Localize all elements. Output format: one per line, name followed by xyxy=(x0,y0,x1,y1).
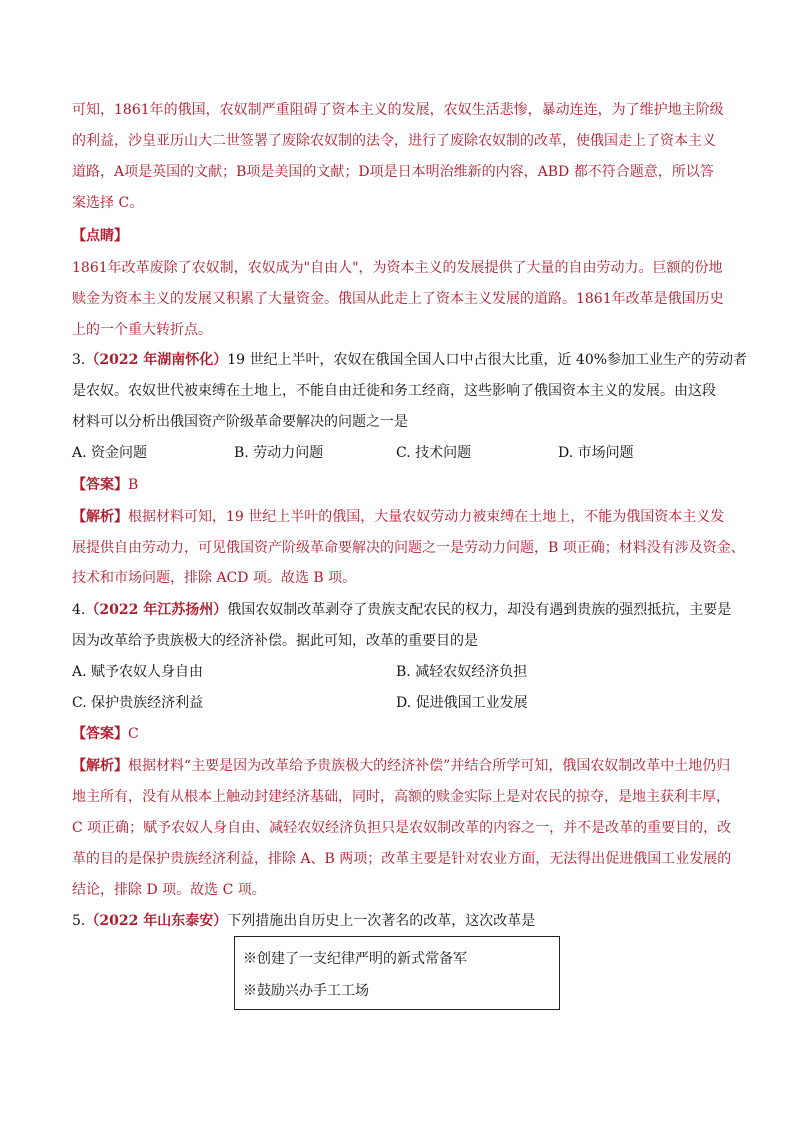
analysis-line: 结论，排除 D 项。故选 C 项。 xyxy=(72,882,266,898)
option-a: A. 赋予农奴人身自由 xyxy=(72,664,204,680)
explanation-line: 案选择 C。 xyxy=(72,195,144,211)
analysis-text: 根据材料可知，19 世纪上半叶的俄国，大量农奴劳动力被束缚在土地上，不能为俄国资本主义发 xyxy=(128,509,725,525)
explanation-line: 的利益，沙皇亚历山大二世签署了废除农奴制的法令，进行了废除农奴制的改革，使俄国走上了资本主义 xyxy=(72,133,716,149)
answer-label: 【答案】 xyxy=(72,477,128,493)
option-a: A. 资金问题 xyxy=(72,445,148,461)
analysis-line xyxy=(72,756,730,776)
question-3-line xyxy=(72,350,747,370)
answer-line xyxy=(72,724,139,744)
explanation-line: 道路，A项是英国的文献；B项是美国的文献；D项是日本明治维新的内容，ABD 都不符合题意，所以答 xyxy=(72,164,714,180)
option-b: B. 减轻农奴经济负担 xyxy=(396,664,528,680)
material-item: ※鼓励兴办手工工场 xyxy=(243,983,369,999)
analysis-line: 地主所有，没有从根本上触动封建经济基础，同时，高额的赎金实际上是对农民的掠夺，是地主获利丰厚， xyxy=(72,789,730,805)
answer-label: 【答案】 xyxy=(72,726,128,742)
question-source: （2022 年湖南怀化） xyxy=(85,352,228,368)
question-3-line: 是农奴。农奴世代被束缚在土地上，不能自由迁徙和务工经商，这些影响了俄国资本主义的发展。由这段 xyxy=(72,383,716,399)
explanation-line: 可知，1861年的俄国，农奴制严重阻碍了资本主义的发展，农奴生活悲惨，暴动连连，为了维护地主阶级 xyxy=(72,102,724,118)
material-box xyxy=(234,936,560,1010)
analysis-line: 技术和市场问题，排除 ACD 项。故选 B 项。 xyxy=(72,570,357,586)
option-c: C. 保护贵族经济利益 xyxy=(72,695,204,711)
question-3-line: 材料可以分析出俄国资产阶级革命要解决的问题之一是 xyxy=(72,414,408,430)
analysis-line: 展提供自由劳动力，可见俄国资产阶级革命要解决的问题之一是劳动力问题，B 项正确；材料没有涉及资金、 xyxy=(72,540,745,556)
question-number: 4. xyxy=(72,602,86,618)
question-text: 19 世纪上半叶，农奴在俄国全国人口中占很大比重，近 40%参加工业生产的劳动者 xyxy=(227,352,748,368)
option-b: B. 劳动力问题 xyxy=(234,445,324,461)
analysis-line: 革的目的是保护贵族经济利益，排除 A、B 两项；改革主要是针对农业方面，无法得出促进俄国工业发展的 xyxy=(72,851,732,867)
dianjing-line: 赎金为资本主义的发展又积累了大量资金。俄国从此走上了资本主义发展的道路。1861年改革是俄国历史 xyxy=(72,291,724,307)
option-d: D. 促进俄国工业发展 xyxy=(396,695,528,711)
question-4-line xyxy=(72,600,731,620)
analysis-line xyxy=(72,507,724,527)
analysis-text: 根据材料“主要是因为改革给予贵族极大的经济补偿”并结合所学可知，俄国农奴制改革中土地仍归 xyxy=(128,758,731,774)
question-text: 下列措施出自历史上一次著名的改革，这次改革是 xyxy=(227,913,536,929)
question-5-line xyxy=(72,911,535,931)
answer-value: B xyxy=(128,477,139,493)
question-source: （2022 年江苏扬州） xyxy=(85,602,228,618)
question-4-line: 因为改革给予贵族极大的经济补偿。据此可知，改革的重要目的是 xyxy=(72,633,478,649)
option-d: D. 市场问题 xyxy=(558,445,634,461)
question-number: 3. xyxy=(72,352,86,368)
question-source: （2022 年山东泰安） xyxy=(85,913,228,929)
analysis-label: 【解析】 xyxy=(72,509,128,525)
analysis-line: C 项正确；赋予农奴人身自由、减轻农奴经济负担只是农奴制改革的内容之一，并不是改革的重要目的，改 xyxy=(72,820,732,836)
option-c: C. 技术问题 xyxy=(396,445,472,461)
material-item: ※创建了一支纪律严明的新式常备军 xyxy=(243,951,467,967)
analysis-label: 【解析】 xyxy=(72,758,128,774)
question-text: 俄国农奴制改革剥夺了贵族支配农民的权力，却没有遇到贵族的强烈抵抗，主要是 xyxy=(227,602,732,618)
question-number: 5. xyxy=(72,913,86,929)
dianjing-line: 上的一个重大转折点。 xyxy=(72,322,212,338)
answer-value: C xyxy=(128,726,139,742)
dianjing-label: 【点睛】 xyxy=(72,228,128,244)
dianjing-line: 1861年改革废除了农奴制，农奴成为"自由人"，为资本主义的发展提供了大量的自由劳动力。巨额的份地 xyxy=(72,260,723,276)
answer-line xyxy=(72,475,138,495)
